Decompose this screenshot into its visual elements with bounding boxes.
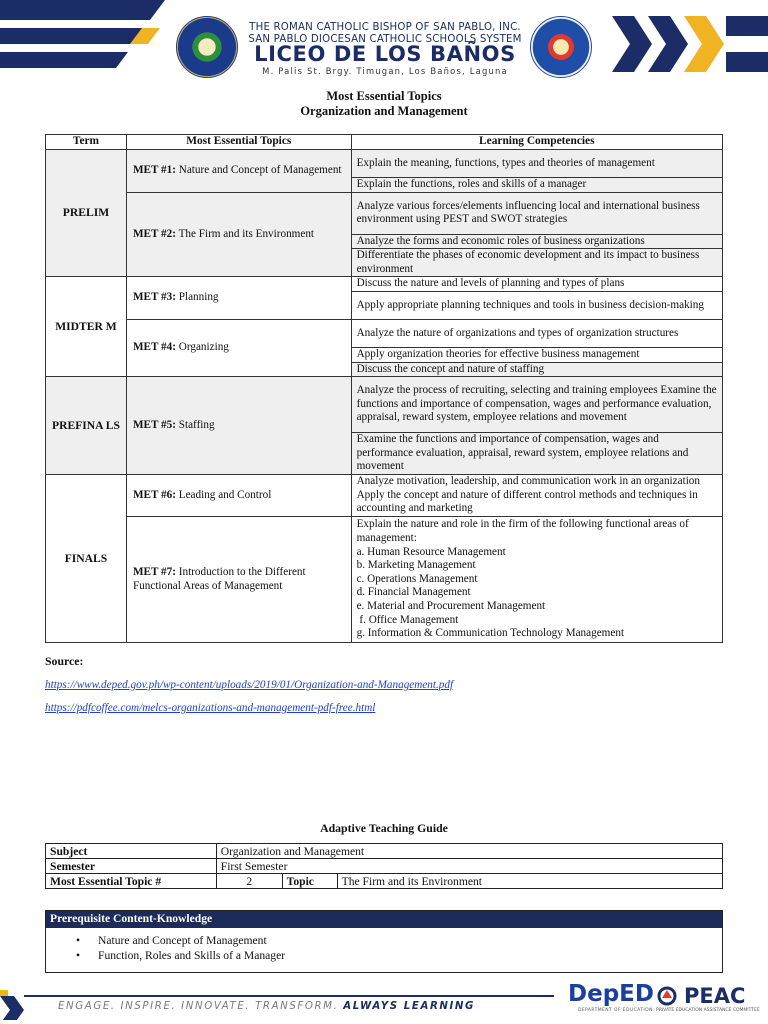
competency-cell: Discuss the concept and nature of staffing <box>351 362 722 377</box>
topic-cell <box>126 150 351 193</box>
competency-cell: Differentiate the phases of economic development and its impact to business environment <box>351 249 722 277</box>
competency-cell: Analyze the forms and economic roles of business organizations <box>351 234 722 249</box>
prerequisite-box <box>45 910 723 973</box>
met-number-label: Most Essential Topic # <box>46 874 217 889</box>
functional-area-item: g. Information & Communication Technology Management <box>356 627 625 640</box>
term-cell: MIDTER M <box>46 277 127 377</box>
topic-text: Staffing <box>178 418 215 431</box>
term-cell: FINALS <box>46 475 127 643</box>
source-link-pdfcoffee[interactable]: https://pdfcoffee.com/melcs-organizations-and-management-pdf-free.html <box>45 702 376 714</box>
peac-logo: PEAC <box>684 984 746 1008</box>
table-row <box>46 192 723 234</box>
school-address: M. Palis St. Brgy. Timugan, Los Baños, Laguna <box>262 66 508 76</box>
topic-text: The Firm and its Environment <box>178 227 315 240</box>
topic-text: Introduction to the Different Functional Areas of Management <box>132 566 306 592</box>
tagline-emphasis: ALWAYS LEARNING <box>343 1001 475 1012</box>
met-number-value: 2 <box>216 874 282 889</box>
footer-tagline <box>58 1001 475 1012</box>
competency-cell: Apply organization theories for effective business management <box>351 347 722 362</box>
deped-subtitle: DEPARTMENT OF EDUCATION <box>578 1008 653 1013</box>
table-header-row <box>46 135 723 150</box>
peac-subtitle: PRIVATE EDUCATION ASSISTANCE COMMITTEE <box>656 1008 760 1013</box>
prerequisite-heading: Prerequisite Content-Knowledge <box>46 911 722 928</box>
school-seal-logo <box>530 16 592 78</box>
school-name: LICEO DE LOS BAÑOS <box>254 42 516 66</box>
term-cell: PRELIM <box>46 150 127 277</box>
list-item: • Nature and Concept of Management <box>76 933 722 948</box>
prerequisite-list <box>46 928 722 963</box>
table-row <box>46 859 723 874</box>
topic-text: Leading and Control <box>178 488 272 501</box>
source-label: Source: <box>45 654 84 668</box>
column-header: Term <box>46 135 127 150</box>
functional-areas-intro: Explain the nature and role in the firm of the following functional areas of management: <box>356 518 689 545</box>
table-row <box>46 475 723 517</box>
competency-cell: Analyze the nature of organizations and types of organization structures <box>351 319 722 347</box>
table-row <box>46 150 723 178</box>
term-cell: PREFINA LS <box>46 377 127 475</box>
competency-cell: Analyze motivation, leadership, and communication work in an organization Apply the concept and nature of different control methods and techniques in accounting and marketing <box>351 475 722 517</box>
topic-code: MET #1: <box>132 164 176 176</box>
met-table <box>45 134 723 643</box>
functional-area-item: a. Human Resource Management <box>356 545 506 558</box>
footer-rule <box>24 995 554 998</box>
list-item: • Function, Roles and Skills of a Manager <box>76 948 722 963</box>
atg-title: Adaptive Teaching Guide <box>320 821 448 835</box>
left-chevron-decoration <box>0 0 172 80</box>
topic-code: MET #6: <box>132 488 176 501</box>
competency-cell: Analyze various forces/elements influencing local and international business environment using PEST and SWOT strategies <box>351 192 722 234</box>
competency-cell: Analyze the process of recruiting, selecting and training employees Examine the functions and importance of compensation, wages and performance evaluation, appraisal, reward system, employee relations and movement <box>351 377 722 433</box>
org-line-1: THE ROMAN CATHOLIC BISHOP OF SAN PABLO, INC. <box>249 22 521 33</box>
topic-label: Topic <box>282 874 337 889</box>
topic-code: MET #7: <box>132 566 176 579</box>
competency-cell: Explain the functions, roles and skills of a manager <box>351 178 722 193</box>
document-title: Most Essential Topics <box>326 89 442 103</box>
subject-label: Subject <box>46 844 217 859</box>
subject-value: Organization and Management <box>216 844 722 859</box>
competency-cell: Apply appropriate planning techniques and tools in business decision-making <box>351 291 722 319</box>
table-row <box>46 319 723 347</box>
semester-label: Semester <box>46 859 217 874</box>
functional-area-item: e. Material and Procurement Management <box>356 600 546 613</box>
topic-code: MET #2: <box>132 227 176 240</box>
source-link-deped[interactable]: https://www.deped.gov.ph/wp-content/uploads/2019/01/Organization-and-Management.pdf <box>45 679 454 691</box>
topic-code: MET #3: <box>132 291 176 304</box>
document-subtitle: Organization and Management <box>300 104 468 118</box>
table-row <box>46 377 723 433</box>
topic-code: MET #5: <box>132 418 176 431</box>
atg-info-table <box>45 843 723 889</box>
column-header: Learning Competencies <box>351 135 722 150</box>
right-chevron-decoration <box>598 12 768 78</box>
functional-area-item: b. Marketing Management <box>356 559 476 572</box>
competency-cell: Examine the functions and importance of compensation, wages and performance evaluation, appraisal, reward system, employee relations and movement <box>351 433 722 475</box>
topic-cell <box>126 319 351 376</box>
topic-cell <box>126 277 351 320</box>
topic-cell <box>126 377 351 475</box>
topic-cell <box>126 517 351 643</box>
table-row <box>46 517 723 643</box>
table-row <box>46 277 723 292</box>
competency-cell: Discuss the nature and levels of planning and types of plans <box>351 277 722 292</box>
topic-cell <box>126 192 351 277</box>
org-line-2: SAN PABLO DIOCESAN CATHOLIC SCHOOLS SYSTEM <box>248 34 522 45</box>
topic-cell <box>126 475 351 517</box>
functional-area-item: f. Office Management <box>356 613 459 626</box>
topic-text: Nature and Concept of Management <box>178 164 342 176</box>
topic-value: The Firm and its Environment <box>337 874 722 889</box>
deped-logo: DepED <box>568 981 654 1007</box>
functional-area-item: c. Operations Management <box>356 572 478 585</box>
column-header: Most Essential Topics <box>126 135 351 150</box>
table-row <box>46 874 723 889</box>
letterhead <box>0 0 768 84</box>
semester-value: First Semester <box>216 859 722 874</box>
competency-cell <box>351 517 722 643</box>
topic-code: MET #4: <box>132 341 176 354</box>
functional-area-item: d. Financial Management <box>356 586 471 599</box>
competency-cell: Explain the meaning, functions, types and theories of management <box>351 150 722 178</box>
table-row <box>46 844 723 859</box>
tagline-text: ENGAGE. INSPIRE. INNOVATE. TRANSFORM. <box>58 1001 339 1012</box>
peac-logo-icon <box>656 986 678 1006</box>
diocese-seal-logo <box>176 16 238 78</box>
topic-text: Organizing <box>178 341 229 354</box>
topic-text: Planning <box>178 291 219 304</box>
